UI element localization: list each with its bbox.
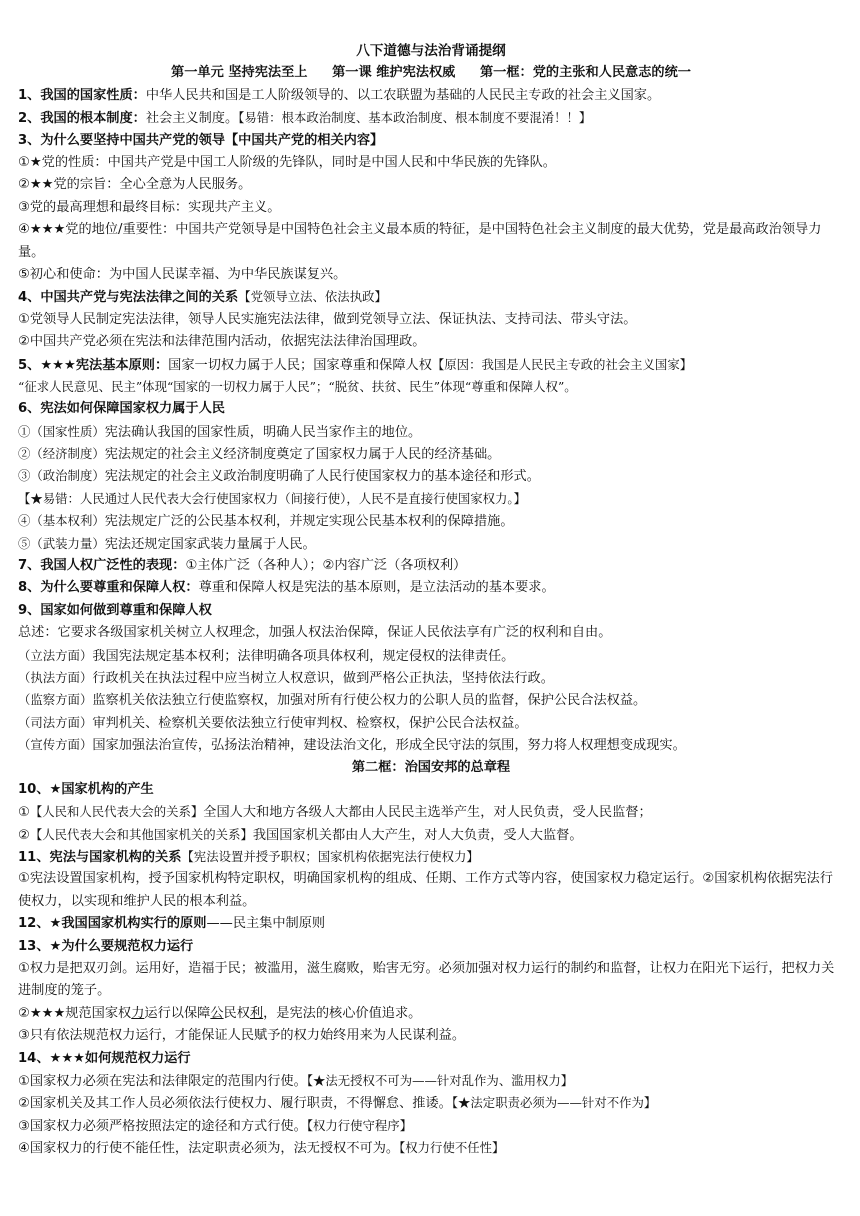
item-4-point-1: ①党领导人民制定宪法法律，领导人民实施宪法法律，做到党领导立法、保证执法、支持司法、带头守法。 — [18, 311, 637, 327]
underlined-text: 力 — [131, 1005, 145, 1021]
point-tag: ⑤（武装力量） — [18, 535, 105, 551]
underlined-text: 公 — [210, 1005, 224, 1021]
item-14-heading: 14、★★★如何规范权力运行 — [18, 1050, 191, 1066]
point-tag: （执法方面） — [18, 669, 93, 685]
item-10-point-1 — [18, 801, 844, 823]
item-3-point-2: ②★★党的宗旨：全心全意为人民服务。 — [18, 177, 252, 193]
text-part: 民权 — [223, 1005, 250, 1021]
item-14-point-2 — [18, 1092, 844, 1114]
frame-2-heading: 第二框：治国安邦的总章程 — [351, 759, 511, 775]
point-text: 行政机关在执法过程中应当树立人权意识，做到严格公正执法，坚持依法行政。 — [92, 670, 554, 686]
item-7-label: 7、我国人权广泛性的表现： — [18, 558, 186, 574]
point-text: 宪法还规定国家武装力量属于人民。 — [104, 536, 316, 552]
point-tag: ②（经济制度） — [18, 446, 105, 462]
item-2 — [18, 107, 844, 129]
item-1 — [18, 85, 844, 107]
item-9-point-judicial — [18, 712, 844, 734]
item-9-point-enforcement — [18, 667, 844, 689]
item-3-point-5: ⑤初心和使命：为中国人民谋幸福、为中华民族谋复兴。 — [18, 266, 347, 282]
point-tag: （立法方面） — [18, 647, 93, 663]
item-11-text: ①宪法设置国家机构，授予国家机构特定职权，明确国家机构的组成、任期、工作方式等内容，使国家权力稳定运行。②国家机构依据宪法行使权力，以实现和维护人民的根本利益。 — [18, 871, 833, 909]
item-2-text: 社会主义制度。 — [145, 111, 239, 127]
point-text: 我国国家机关都由人大产生，对人大负责，受人大监督。 — [252, 827, 583, 843]
point-note: 【权力行使不任性】 — [399, 1140, 505, 1156]
item-2-label: 2、我国的根本制度： — [18, 111, 146, 127]
point-text: ④国家权力的行使不能任性，法定职责必须为，法无授权不可为。 — [18, 1141, 400, 1157]
item-4-note: 【党领导立法、依法执政】 — [238, 289, 387, 305]
point-note: 【★法定职责必须为——针对不作为】 — [451, 1095, 657, 1111]
point-text: 宪法规定的社会主义经济制度奠定了国家权力属于人民的经济基础。 — [104, 447, 501, 463]
item-11-label: 11、宪法与国家机构的关系 — [18, 850, 182, 866]
item-1-text: 中华人民共和国是工人阶级领导的、以工农联盟为基础的人民民主专政的社会主义国家。 — [145, 87, 661, 103]
item-13-heading: 13、★为什么要规范权力运行 — [18, 938, 194, 954]
item-4-point-2: ②中国共产党必须在宪法和法律范围内活动，依据宪法法律治国理政。 — [18, 334, 426, 350]
point-tag: 【人民代表大会和其他国家机关的关系】 — [29, 826, 253, 842]
item-5-explanation: “征求人民意见、民主”体现“国家的一切权力属于人民”；“脱贫、扶贫、民生”体现“尊重和保障人权”。 — [18, 378, 577, 394]
item-9-point-publicity — [18, 734, 844, 756]
item-9-point-supervision — [18, 689, 844, 711]
point-text: 宪法规定广泛的公民基本权利，并规定实现公民基本权利的保障措施。 — [104, 514, 514, 530]
item-14-point-3 — [18, 1115, 844, 1137]
item-6-point-5 — [18, 533, 844, 555]
point-tag: ①（国家性质） — [18, 423, 105, 439]
item-1-label: 1、我国的国家性质： — [18, 87, 146, 103]
point-text: 我国宪法规定基本权利；法律明确各项具体权利，规定侵权的法律责任。 — [92, 648, 515, 664]
item-8-label: 8、为什么要尊重和保障人权： — [18, 580, 199, 596]
text-part: ②★★★规范国家权 — [18, 1005, 132, 1021]
item-5-note: 【原因：我国是人民民主专政的社会主义国家】 — [431, 356, 693, 372]
item-6-error-note: 【★易错：人民通过人民代表大会行使国家权力（间接行使），人民不是直接行使国家权力。】 — [18, 490, 527, 506]
item-3-point-3: ③党的最高理想和最终目标：实现共产主义。 — [18, 199, 281, 215]
point-note: 【权力行使守程序】 — [306, 1117, 413, 1133]
item-12-text: ——民主集中制原则 — [206, 916, 326, 932]
point-mark: ① — [18, 805, 30, 821]
item-3-heading: 3、为什么要坚持中国共产党的领导【中国共产党的相关内容】 — [18, 132, 384, 148]
frame-name: 第一框：党的主张和人民意志的统一 — [479, 65, 691, 81]
item-6-point-3 — [18, 465, 844, 487]
text-part: ，是宪法的核心价值追求。 — [263, 1005, 422, 1021]
item-5 — [18, 354, 844, 376]
text-part: 运行以保障 — [144, 1005, 211, 1021]
item-7 — [18, 555, 844, 577]
item-4-label: 4、中国共产党与宪法法律之间的关系 — [18, 290, 239, 306]
point-text: 宪法确认我国的国家性质，明确人民当家作主的地位。 — [104, 424, 422, 440]
item-10-heading: 10、★国家机构的产生 — [18, 781, 154, 797]
point-text: 宪法规定的社会主义政治制度明确了人民行使国家权力的基本途径和形式。 — [104, 469, 540, 485]
item-2-note: 【易错：根本政治制度、基本政治制度、根本制度不要混淆！！】 — [238, 110, 592, 126]
document-title: 八下道德与法治背诵提纲 — [356, 43, 506, 59]
item-7-text: ①主体广泛（各种人）；②内容广泛（各项权利） — [185, 558, 467, 574]
item-10-point-2 — [18, 824, 844, 846]
point-text: ①国家权力必须在宪法和法律限定的范围内行使。 — [18, 1074, 307, 1090]
lesson-name: 第一课 维护宪法权威 — [332, 65, 456, 81]
document-page — [18, 40, 844, 1160]
point-text: 监察机关依法独立行使监察权，加强对所有行使公权力的公职人员的监督，保护公民合法权益。 — [92, 693, 647, 709]
point-tag: 【人民和人民代表大会的关系】 — [29, 804, 204, 820]
item-13-point-2 — [18, 1003, 844, 1025]
item-11-note: 【宪法设置并授予职权；国家机构依据宪法行使权力】 — [181, 849, 479, 865]
underlined-text: 利 — [249, 1005, 264, 1021]
item-9-heading: 9、国家如何做到尊重和保障人权 — [18, 602, 212, 618]
item-9-point-legislation — [18, 645, 844, 667]
point-text: 全国人大和地方各级人大都由人民民主选举产生，对人民负责，受人民监督； — [203, 805, 652, 821]
item-3-point-1: ①★党的性质：中国共产党是中国工人阶级的先锋队，同时是中国人民和中华民族的先锋队。 — [18, 154, 556, 170]
item-5-label: 5、★★★宪法基本原则： — [18, 357, 169, 373]
item-6-point-4 — [18, 510, 844, 532]
item-9-summary: 总述：它要求各级国家机关树立人权理念，加强人权法治保障，保证人民依法享有广泛的权利和自由。 — [18, 625, 612, 641]
point-tag: ④（基本权利） — [18, 513, 105, 529]
point-tag: ③（政治制度） — [18, 468, 105, 484]
point-mark: ② — [18, 827, 30, 843]
item-12-label: 12、★我国国家机构实行的原则 — [18, 916, 207, 932]
item-4-heading — [18, 286, 844, 308]
point-text: 国家加强法治宣传，弘扬法治精神，建设法治文化，形成全民守法的氛围，努力将人权理想变成现实。 — [92, 738, 686, 754]
point-note: 【★法无授权不可为——针对乱作为、滥用权力】 — [306, 1073, 574, 1089]
item-6-heading: 6、宪法如何保障国家权力属于人民 — [18, 401, 225, 417]
point-text: 审判机关、检察机关要依法独立行使审判权、检察权，保护公民合法权益。 — [92, 715, 528, 731]
point-text: ③国家权力必须严格按照法定的途径和方式行使。 — [18, 1118, 307, 1134]
item-6-point-2 — [18, 443, 844, 465]
point-tag: （司法方面） — [18, 714, 93, 730]
item-12 — [18, 913, 844, 935]
item-13-point-1: ①权力是把双刃剑。运用好，造福于民；被滥用，滋生腐败，贻害无穷。必须加强对权力运行的制约和监督，让权力在阳光下运行，把权力关进制度的笼子。 — [18, 961, 835, 999]
item-3-point-4: ④★★★党的地位/重要性：中国共产党领导是中国特色社会主义最本质的特征，是中国特色社会主义制度的最大优势，党是最高政治领导力量。 — [18, 222, 822, 260]
item-13-point-3: ③只有依法规范权力运行，才能保证人民赋予的权力始终用来为人民谋利益。 — [18, 1028, 466, 1044]
unit-heading — [18, 62, 844, 84]
item-6-point-1 — [18, 421, 844, 443]
item-8-text: 尊重和保障人权是宪法的基本原则，是立法活动的基本要求。 — [198, 580, 555, 596]
item-14-point-4 — [18, 1137, 844, 1159]
point-tag: （监察方面） — [18, 692, 93, 708]
point-text: ②国家机关及其工作人员必须依法行使权力、履行职责，不得懈怠、推诿。 — [18, 1096, 452, 1112]
unit-name: 第一单元 坚持宪法至上 — [171, 65, 308, 81]
item-5-text: 国家一切权力属于人民；国家尊重和保障人权 — [168, 357, 432, 373]
item-14-point-1 — [18, 1070, 844, 1092]
item-8 — [18, 577, 844, 599]
item-11-heading — [18, 846, 844, 868]
point-tag: （宣传方面） — [18, 737, 93, 753]
